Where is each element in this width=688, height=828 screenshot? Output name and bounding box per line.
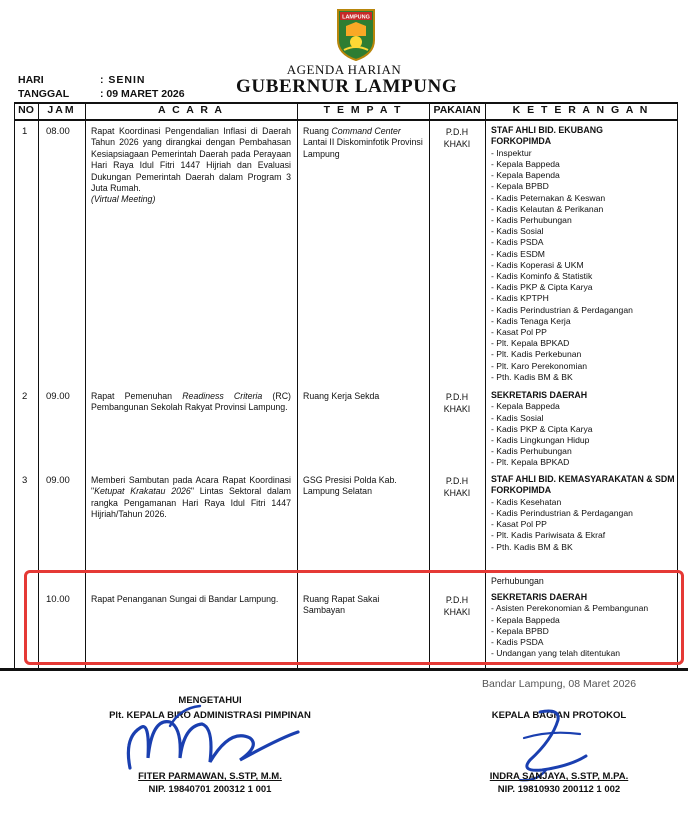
- hari-value: : SENIN: [100, 74, 146, 86]
- list-item: - Kadis ESDM: [491, 249, 675, 260]
- list-item: - Kepala Bappeda: [491, 615, 675, 626]
- row-no: 3: [22, 475, 28, 486]
- tempat-text: Ruang: [303, 126, 332, 136]
- col-header-keterangan: K E T E R A N G A N: [512, 104, 650, 116]
- row-tempat: GSG Presisi Polda Kab. Lampung Selatan: [303, 475, 397, 497]
- row-pakaian: [429, 391, 485, 415]
- list-item: - Pth. Kadis BM & BK: [491, 542, 675, 553]
- list-item: - Kadis Tenaga Kerja: [491, 316, 675, 327]
- row-tempat: Ruang Rapat Sakai Sambayan: [303, 594, 380, 616]
- acara-text: " Lintas Sektoral dalam rangka Pengamanan Hari Raya Idul Fitri 1447 Hijriah/Tahun 2026.: [91, 486, 291, 520]
- list-item: - Kepala Bappeda: [491, 159, 675, 170]
- list-item: - Kasat Pol PP: [491, 519, 675, 530]
- row-jam: 09.00: [46, 475, 70, 486]
- acara-text-italic: Ketupat Krakatau 2026: [94, 486, 191, 497]
- row-keterangan: [491, 474, 675, 553]
- list-item: - Kepala Bappeda: [491, 401, 675, 412]
- list-item: - Kasat Pol PP: [491, 327, 675, 338]
- row-keterangan: [491, 390, 675, 469]
- row-tempat: Ruang Kerja Sekda: [303, 391, 380, 401]
- sig-left-line2: Plt. KEPALA BIRO ADMINISTRASI PIMPINAN: [109, 710, 311, 721]
- row-pakaian: [429, 475, 485, 499]
- pakaian-color: KHAKI: [443, 139, 471, 149]
- ket-continued: Perhubungan: [491, 576, 544, 586]
- ket-heading: FORKOPIMDA: [491, 485, 552, 496]
- pakaian-type: P.D.H: [445, 392, 469, 402]
- list-item: - Kadis Koperasi & UKM: [491, 260, 675, 271]
- signature-date: Bandar Lampung, 08 Maret 2026: [482, 678, 637, 690]
- list-item: - Inspektur: [491, 148, 675, 159]
- list-item: - Plt. Karo Perekonomian: [491, 361, 675, 372]
- col-header-jam: JAM: [47, 104, 76, 116]
- tempat-text: Lantai II Diskominfotik Provinsi Lampung: [303, 137, 423, 159]
- ket-heading: SEKRETARIS DAERAH: [491, 592, 588, 602]
- lampung-emblem-icon: [334, 6, 378, 62]
- sig-left-line1: MENGETAHUI: [178, 695, 242, 706]
- list-item: - Plt. Kepala BPKAD: [491, 457, 675, 468]
- pakaian-type: P.D.H: [445, 476, 469, 486]
- list-item: - Kadis Perindustrian & Perdagangan: [491, 305, 675, 316]
- list-item: - Kadis Kominfo & Statistik: [491, 271, 675, 282]
- tanggal-label: TANGGAL: [18, 88, 70, 100]
- acara-text: Rapat Pemenuhan: [91, 391, 183, 401]
- list-item: - Kadis Perhubungan: [491, 446, 675, 457]
- sig-left-nip: NIP. 19840701 200312 1 001: [148, 784, 272, 795]
- sig-right-name-wrap: [430, 771, 688, 782]
- row-jam: 10.00: [46, 594, 70, 605]
- col-border: [14, 102, 15, 668]
- ket-heading: SEKRETARIS DAERAH: [491, 390, 588, 400]
- acara-text: Rapat Koordinasi Pengendalian Inflasi di Daerah Tahun 2026 yang dirangkai dengan Pembahasan Kesiapsiagaan Pemerintah Daerah pada Perayaan Hari Raya Idul Fitri 1447 Hijriah dan Evaluasi Dukungan Pemerintah Daerah dalam Program 3 Juta Rumah.: [91, 126, 291, 194]
- footer-rule: [0, 668, 688, 671]
- sig-left-name: FITER PARMAWAN, S.STP, M.M.: [138, 771, 282, 782]
- list-item: - Kadis Kelautan & Perikanan: [491, 204, 675, 215]
- list-item: - Asisten Perekonomian & Pembangunan: [491, 603, 675, 614]
- row-acara: [91, 126, 291, 206]
- list-item: - Kepala BPBD: [491, 181, 675, 192]
- hari-label: HARI: [18, 74, 44, 86]
- row-no: 1: [22, 126, 28, 137]
- row-no: 2: [22, 391, 28, 402]
- row-jam: 08.00: [46, 126, 70, 137]
- row-keterangan: [491, 125, 675, 383]
- row-acara: [91, 391, 291, 414]
- ket-heading: STAF AHLI BID. EKUBANG: [491, 125, 603, 135]
- list-item: - Kadis PKP & Cipta Karya: [491, 282, 675, 293]
- agenda-label: AGENDA HARIAN: [286, 62, 402, 77]
- list-item: - Kadis Sosial: [491, 413, 675, 424]
- sig-right-name: INDRA SANJAYA, S.STP, M.PA.: [489, 771, 629, 782]
- row-tempat: [303, 126, 425, 160]
- tanggal-value: : 09 MARET 2026: [100, 88, 185, 100]
- table-header-rule: [14, 119, 678, 121]
- list-item: - Plt. Kadis Pariwisata & Ekraf: [491, 530, 675, 541]
- acara-note: (Virtual Meeting): [91, 194, 156, 205]
- list-item: - Undangan yang telah ditentukan: [491, 648, 675, 659]
- list-item: - Kepala BPBD: [491, 626, 675, 637]
- list-item: - Kadis KPTPH: [491, 293, 675, 304]
- list-item: - Kadis Perhubungan: [491, 215, 675, 226]
- sig-right-title: KEPALA BAGIAN PROTOKOL: [491, 710, 627, 721]
- highlight-box: [24, 570, 684, 665]
- sig-right-nip: NIP. 19810930 200112 1 002: [497, 784, 621, 795]
- list-item: - Kadis PKP & Cipta Karya: [491, 424, 675, 435]
- ket-heading: FORKOPIMDA: [491, 136, 552, 147]
- list-item: - Kadis Lingkungan Hidup: [491, 435, 675, 446]
- pakaian-color: KHAKI: [443, 404, 471, 414]
- pakaian-type: P.D.H: [445, 127, 469, 137]
- row-acara: [91, 475, 291, 521]
- pakaian-color: KHAKI: [443, 607, 471, 617]
- ket-list: [491, 401, 675, 468]
- list-item: - Kadis PSDA: [491, 237, 675, 248]
- svg-text:LAMPUNG: LAMPUNG: [342, 14, 370, 21]
- col-header-acara: A C A R A: [157, 104, 225, 116]
- acara-text: Memberi Sambutan pada Acara Rapat Koordinasi ": [91, 475, 291, 497]
- ket-list: [491, 497, 675, 553]
- row-jam: 09.00: [46, 391, 70, 402]
- list-item: - Kadis Perindustrian & Perdagangan: [491, 508, 675, 519]
- acara-text: (RC) Pembangunan Sekolah Rakyat Provinsi Lampung.: [91, 391, 291, 413]
- pakaian-color: KHAKI: [443, 488, 471, 498]
- pakaian-type: P.D.H: [445, 595, 469, 605]
- col-header-tempat: T E M P A T: [323, 104, 403, 116]
- acara-text-italic: Readiness Criteria: [182, 391, 263, 401]
- sig-left-nip-wrap: [0, 784, 420, 795]
- ket-list: [491, 148, 675, 383]
- list-item: - Plt. Kepala BPKAD: [491, 338, 675, 349]
- tempat-text-italic: Command Center: [331, 126, 401, 136]
- col-header-pakaian: PAKAIAN: [433, 104, 481, 116]
- page-title: GUBERNUR LAMPUNG: [236, 76, 458, 97]
- ket-heading: STAF AHLI BID. KEMASYARAKATAN & SDM: [491, 474, 675, 484]
- list-item: - Plt. Kadis Perkebunan: [491, 349, 675, 360]
- list-item: - Pth. Kadis BM & BK: [491, 372, 675, 383]
- list-item: - Kadis Kesehatan: [491, 497, 675, 508]
- col-header-no: NO: [18, 104, 34, 116]
- list-item: - Kadis PSDA: [491, 637, 675, 648]
- list-item: - Kadis Sosial: [491, 226, 675, 237]
- list-item: - Kadis Peternakan & Keswan: [491, 193, 675, 204]
- row-pakaian: [429, 126, 485, 150]
- sig-right-nip-wrap: [430, 784, 688, 795]
- sig-left-name-wrap: [0, 771, 420, 782]
- row-acara: Rapat Penanganan Sungai di Bandar Lampung.: [91, 594, 279, 604]
- list-item: - Kepala Bapenda: [491, 170, 675, 181]
